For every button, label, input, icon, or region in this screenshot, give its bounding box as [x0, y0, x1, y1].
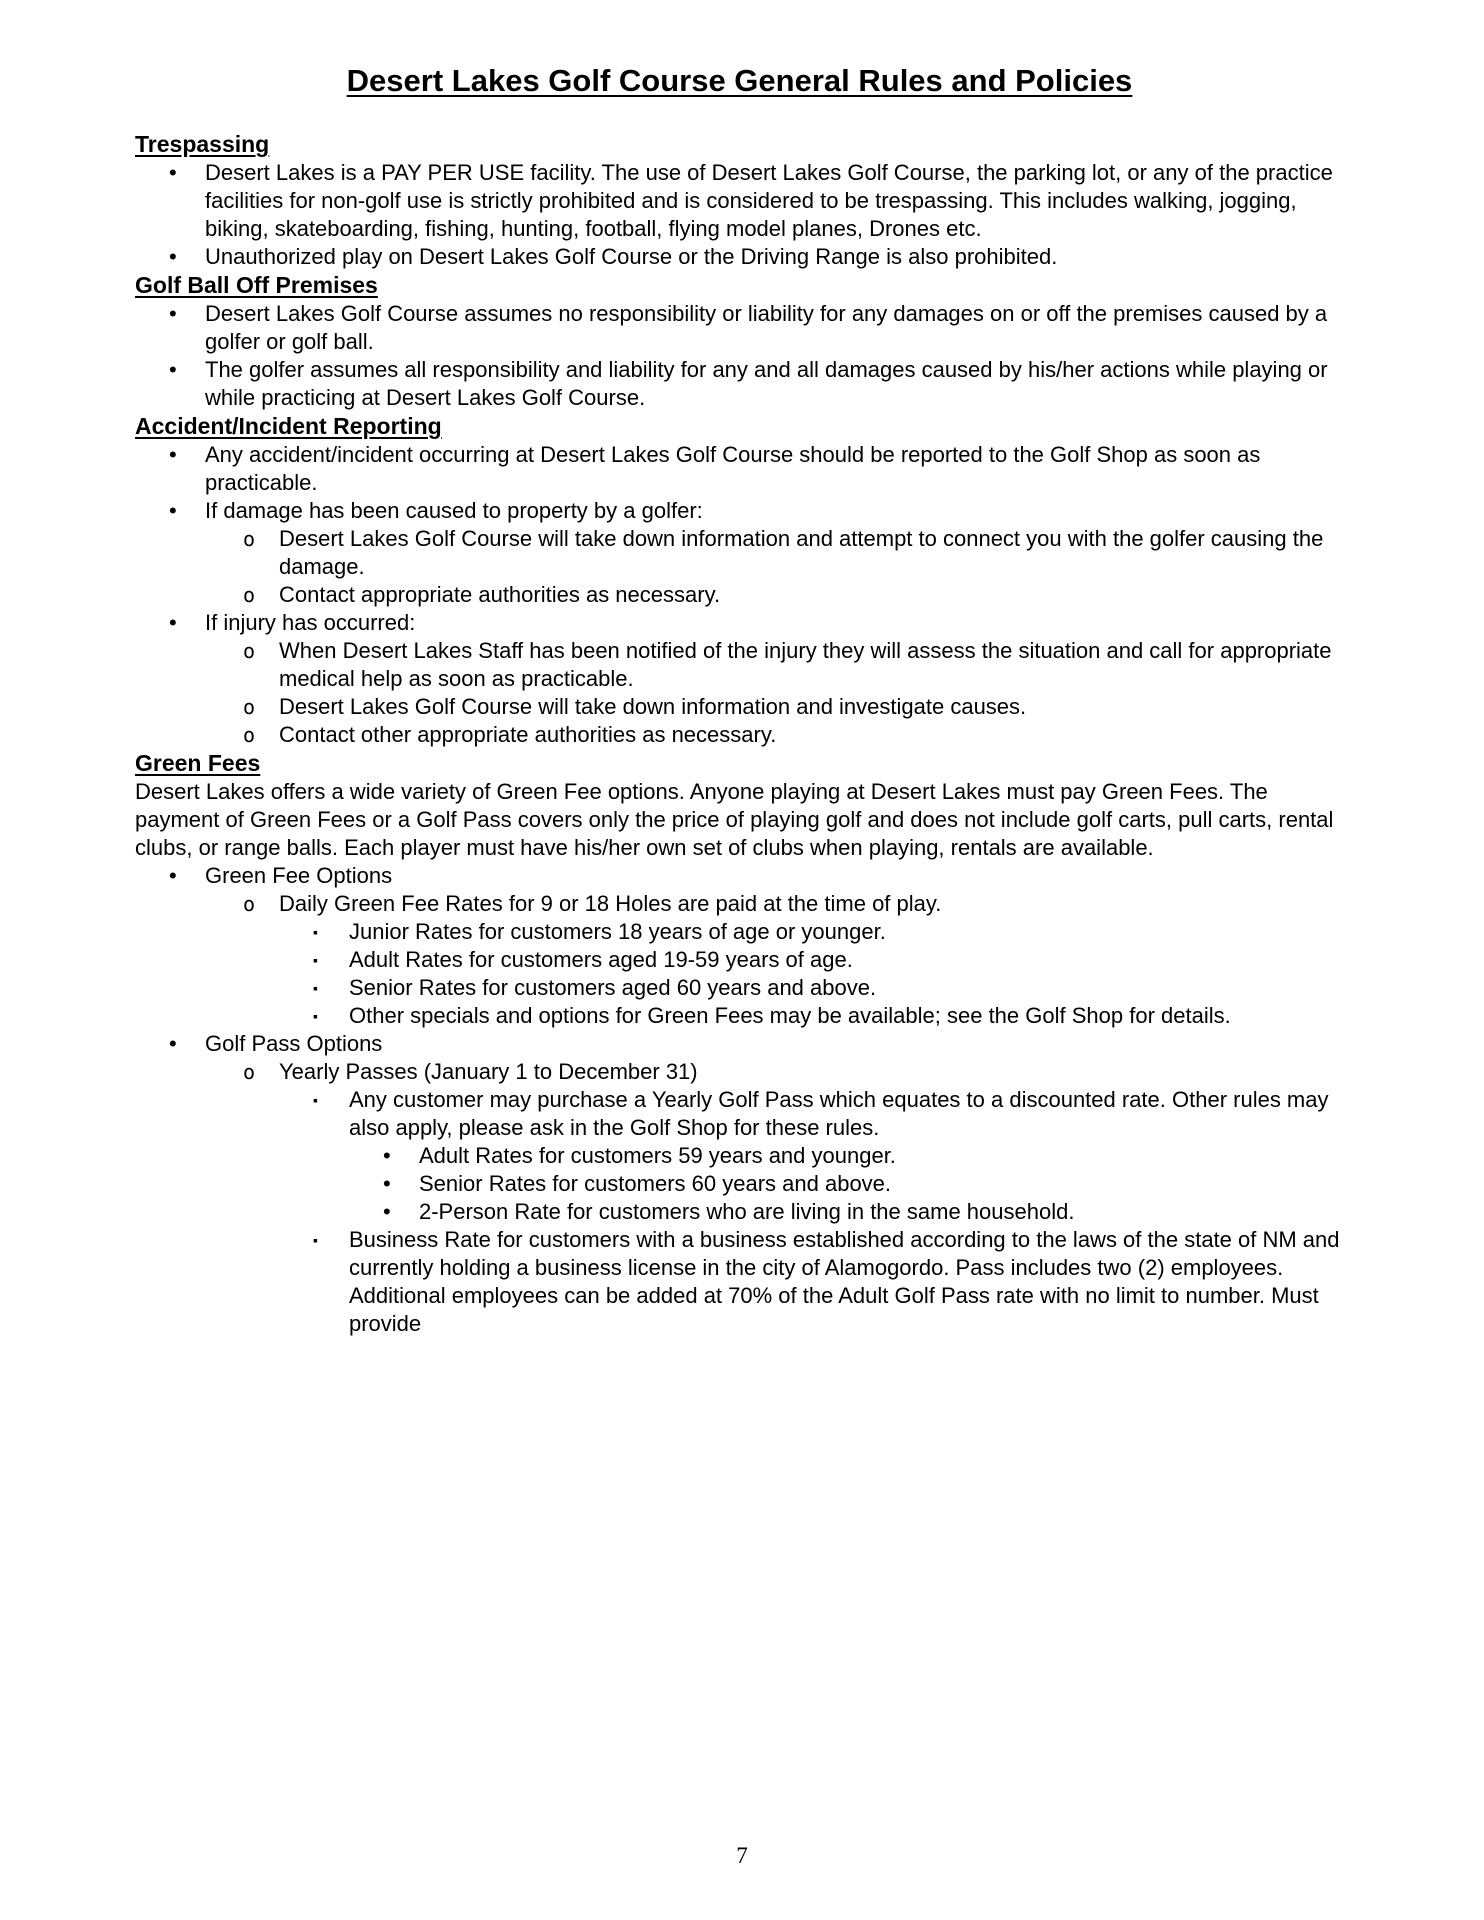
- list-item-text: Desert Lakes Golf Course assumes no responsibility or liability for any damages on or off the premises caused by a golfer or golf ball.: [205, 301, 1328, 354]
- bullet-icon: •: [169, 160, 177, 185]
- list-item: [135, 862, 1344, 890]
- section-golf-ball-off-premises: [135, 271, 1344, 412]
- section-heading: Golf Ball Off Premises: [135, 272, 378, 298]
- list-item: [135, 497, 1344, 525]
- list-item-text: If damage has been caused to property by a golfer:: [205, 498, 703, 523]
- bullet-icon: •: [169, 498, 177, 523]
- list-item: [135, 356, 1344, 412]
- list-item: [135, 974, 1344, 1002]
- circle-bullet-icon: o: [243, 639, 256, 663]
- list-item-text: Senior Rates for customers 60 years and above.: [419, 1171, 892, 1196]
- list-item-text: Golf Pass Options: [205, 1031, 383, 1056]
- square-bullet-icon: ▪: [313, 1008, 318, 1024]
- page-title: Desert Lakes Golf Course General Rules and Policies: [346, 63, 1133, 98]
- section-green-fees: [135, 749, 1344, 1338]
- circle-bullet-icon: o: [243, 583, 256, 607]
- list-item: [135, 1086, 1344, 1142]
- list-item-text: Any accident/incident occurring at Desert Lakes Golf Course should be reported to the Golf Shop as soon as practicable.: [205, 442, 1261, 495]
- list-item: [135, 525, 1344, 581]
- green-fees-intro-paragraph: Desert Lakes offers a wide variety of Green Fee options. Anyone playing at Desert Lakes must pay Green Fees. The payment of Green Fees or a Golf Pass covers only the price of playing golf and does not include golf carts, pull carts, rental clubs, or range balls. Each player must have his/her own set of clubs when playing, rentals are available.: [135, 779, 1334, 860]
- list-item: [135, 721, 1344, 749]
- list-item: [135, 693, 1344, 721]
- circle-bullet-icon: o: [243, 695, 256, 719]
- list-item: [135, 918, 1344, 946]
- bullet-icon: •: [169, 244, 177, 269]
- section-accident-incident-reporting: [135, 412, 1344, 749]
- list-item-text: If injury has occurred:: [205, 610, 416, 635]
- square-bullet-icon: ▪: [313, 1232, 318, 1248]
- square-bullet-icon: ▪: [313, 980, 318, 996]
- bullet-icon: •: [169, 442, 177, 467]
- section-heading: Accident/Incident Reporting: [135, 413, 442, 439]
- page-number: 7: [736, 1843, 748, 1868]
- bullet-icon: •: [169, 357, 177, 382]
- list-item-text: When Desert Lakes Staff has been notified of the injury they will assess the situation and call for appropriate medical help as soon as practicable.: [279, 638, 1332, 691]
- bullet-icon: •: [169, 1031, 177, 1056]
- list-item-text: Daily Green Fee Rates for 9 or 18 Holes are paid at the time of play.: [279, 891, 942, 916]
- bullet-icon: •: [169, 863, 177, 888]
- section-trespassing: [135, 130, 1344, 271]
- list-item-text: Junior Rates for customers 18 years of age or younger.: [349, 919, 886, 944]
- bullet-icon: •: [169, 301, 177, 326]
- circle-bullet-icon: o: [243, 527, 256, 551]
- list-item-text: Desert Lakes is a PAY PER USE facility. The use of Desert Lakes Golf Course, the parking lot, or any of the practice facilities for non-golf use is strictly prohibited and is considered to be trespassing. This includes walking, jogging, biking, skateboarding, fishing, hunting, football, flying model planes, Drones etc.: [205, 160, 1333, 241]
- list-item-text: Adult Rates for customers aged 19-59 years of age.: [349, 947, 853, 972]
- square-bullet-icon: ▪: [313, 952, 318, 968]
- list-item-text: Desert Lakes Golf Course will take down information and attempt to connect you with the golfer causing the damage.: [279, 526, 1324, 579]
- list-item-text: Contact appropriate authorities as necessary.: [279, 582, 721, 607]
- list-item: [135, 1226, 1344, 1338]
- list-item-text: Business Rate for customers with a business established according to the laws of the state of NM and currently holding a business license in the city of Alamogordo. Pass includes two (2) employees. Additional employees can be added at 70% of the Adult Golf Pass rate with no limit to number. Must provide: [349, 1227, 1340, 1336]
- list-item: [135, 1198, 1344, 1226]
- list-item: [135, 946, 1344, 974]
- list-item: [135, 637, 1344, 693]
- square-bullet-icon: ▪: [313, 924, 318, 940]
- circle-bullet-icon: o: [243, 1060, 256, 1084]
- section-heading: Green Fees: [135, 750, 261, 776]
- bullet-icon: •: [383, 1171, 391, 1196]
- list-item-text: Unauthorized play on Desert Lakes Golf Course or the Driving Range is also prohibited.: [205, 244, 1058, 269]
- list-item-text: Desert Lakes Golf Course will take down information and investigate causes.: [279, 694, 1027, 719]
- list-item: [135, 890, 1344, 918]
- bullet-icon: •: [169, 610, 177, 635]
- bullet-icon: •: [383, 1199, 391, 1224]
- list-item: [135, 300, 1344, 356]
- list-item: [135, 159, 1344, 243]
- list-item: [135, 1002, 1344, 1030]
- list-item-text: Adult Rates for customers 59 years and younger.: [419, 1143, 896, 1168]
- list-item-text: Other specials and options for Green Fees may be available; see the Golf Shop for details.: [349, 1003, 1231, 1028]
- list-item: [135, 1142, 1344, 1170]
- list-item-text: The golfer assumes all responsibility and liability for any and all damages caused by his/her actions while playing or while practicing at Desert Lakes Golf Course.: [205, 357, 1328, 410]
- section-heading: Trespassing: [135, 131, 270, 157]
- list-item-text: Any customer may purchase a Yearly Golf Pass which equates to a discounted rate. Other rules may also apply, please ask in the Golf Shop for these rules.: [349, 1087, 1329, 1140]
- square-bullet-icon: ▪: [313, 1092, 318, 1108]
- list-item: [135, 1170, 1344, 1198]
- list-item-text: 2-Person Rate for customers who are living in the same household.: [419, 1199, 1075, 1224]
- list-item: [135, 1058, 1344, 1086]
- list-item-text: Contact other appropriate authorities as necessary.: [279, 722, 777, 747]
- bullet-icon: •: [383, 1143, 391, 1168]
- list-item: [135, 441, 1344, 497]
- list-item: [135, 243, 1344, 271]
- list-item: [135, 609, 1344, 637]
- circle-bullet-icon: o: [243, 723, 256, 747]
- list-item-text: Yearly Passes (January 1 to December 31): [279, 1059, 698, 1084]
- circle-bullet-icon: o: [243, 892, 256, 916]
- list-item-text: Green Fee Options: [205, 863, 393, 888]
- list-item-text: Senior Rates for customers aged 60 years and above.: [349, 975, 877, 1000]
- list-item: [135, 1030, 1344, 1058]
- list-item: [135, 581, 1344, 609]
